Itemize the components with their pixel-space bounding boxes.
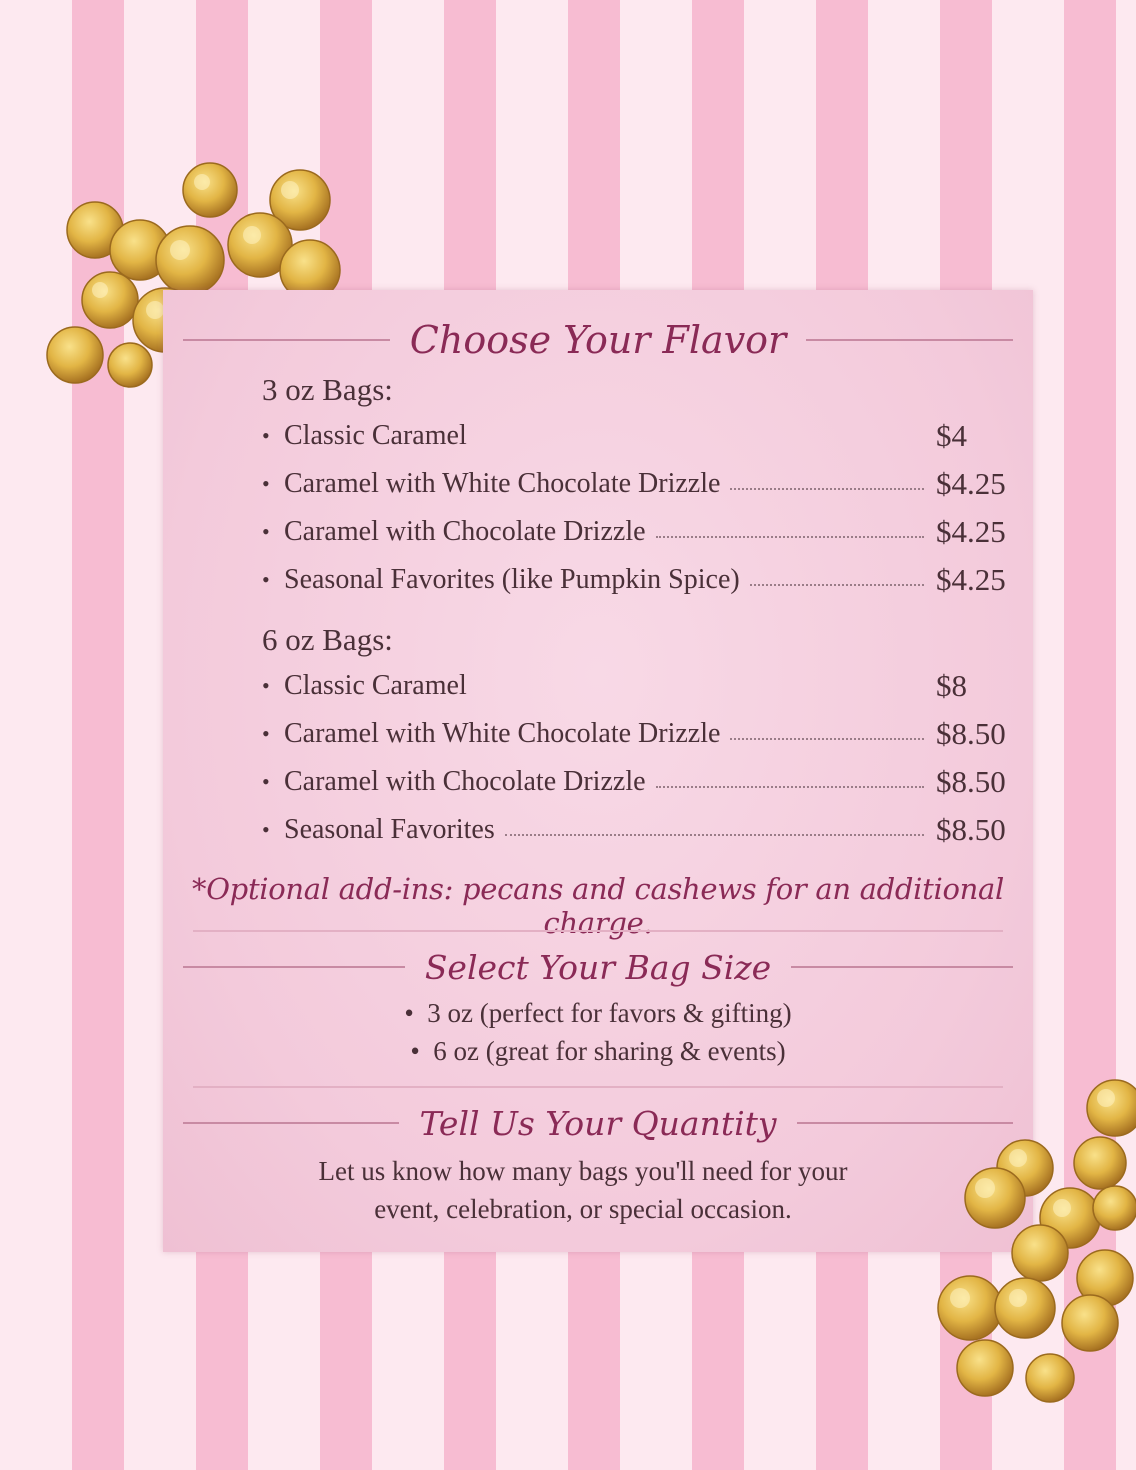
bag-size-label: 6 oz (great for sharing & events) bbox=[433, 1036, 786, 1066]
dot-leader bbox=[656, 786, 924, 788]
item-price: $8.50 bbox=[936, 764, 1006, 799]
size-section-header bbox=[163, 942, 1033, 992]
menu-item bbox=[262, 560, 1018, 600]
section-divider bbox=[193, 930, 1003, 932]
size-section-title: Select Your Bag Size bbox=[424, 947, 772, 987]
bullet: • bbox=[262, 423, 270, 448]
item-name: Caramel with Chocolate Drizzle bbox=[284, 766, 646, 797]
bag-size-option bbox=[163, 1032, 1033, 1070]
menu-item bbox=[262, 762, 1018, 802]
dot-leader bbox=[505, 834, 924, 836]
menu-item bbox=[262, 714, 1018, 754]
bullet: • bbox=[262, 673, 270, 698]
dot-leader bbox=[750, 584, 924, 586]
item-price: $4.25 bbox=[936, 562, 1006, 597]
menu-item bbox=[262, 416, 1018, 456]
header-rule bbox=[791, 966, 1013, 968]
bullet: • bbox=[262, 769, 270, 794]
dot-leader bbox=[730, 738, 924, 740]
quantity-text-line: event, celebration, or special occasion. bbox=[374, 1194, 792, 1224]
popcorn-cluster-bottom-image bbox=[930, 1078, 1136, 1408]
header-rule bbox=[806, 339, 1013, 341]
header-rule bbox=[183, 966, 405, 968]
header-rule bbox=[183, 339, 390, 341]
dot-leader bbox=[477, 690, 924, 692]
menu-item bbox=[262, 810, 1018, 850]
quantity-text-line: Let us know how many bags you'll need for your bbox=[318, 1156, 848, 1186]
quantity-description bbox=[163, 1152, 1003, 1228]
item-price: $4 bbox=[936, 418, 967, 453]
item-price: $8.50 bbox=[936, 716, 1006, 751]
item-price: $8.50 bbox=[936, 812, 1006, 847]
item-name: Seasonal Favorites (like Pumpkin Spice) bbox=[284, 564, 740, 595]
bullet: • bbox=[262, 817, 270, 842]
bullet: • bbox=[404, 998, 414, 1028]
item-name: Classic Caramel bbox=[284, 420, 467, 451]
bullet: • bbox=[262, 567, 270, 592]
header-rule bbox=[183, 1122, 399, 1124]
section-divider bbox=[193, 1086, 1003, 1088]
menu-item bbox=[262, 512, 1018, 552]
bullet: • bbox=[262, 519, 270, 544]
quantity-section-title: Tell Us Your Quantity bbox=[419, 1103, 777, 1143]
bag-size-list bbox=[163, 994, 1033, 1070]
menu-card bbox=[163, 290, 1033, 1252]
add-ins-note: *Optional add-ins: pecans and cashews for an additional charge. bbox=[192, 872, 1004, 940]
dot-leader bbox=[477, 440, 924, 442]
bag-size-label: 3 oz (perfect for favors & gifting) bbox=[427, 998, 792, 1028]
item-name: Caramel with White Chocolate Drizzle bbox=[284, 468, 721, 499]
item-name: Classic Caramel bbox=[284, 670, 467, 701]
item-name: Seasonal Favorites bbox=[284, 814, 495, 845]
item-price: $8 bbox=[936, 668, 967, 703]
item-name: Caramel with Chocolate Drizzle bbox=[284, 516, 646, 547]
flavor-section-header bbox=[163, 312, 1033, 368]
item-price: $4.25 bbox=[936, 466, 1006, 501]
quantity-section-header bbox=[163, 1098, 1033, 1148]
item-price: $4.25 bbox=[936, 514, 1006, 549]
item-name: Caramel with White Chocolate Drizzle bbox=[284, 718, 721, 749]
bag-size-option bbox=[163, 994, 1033, 1032]
dot-leader bbox=[656, 536, 924, 538]
menu-item bbox=[262, 464, 1018, 504]
bullet: • bbox=[262, 721, 270, 746]
menu-item bbox=[262, 666, 1018, 706]
bullet: • bbox=[262, 471, 270, 496]
group-title-3oz: 3 oz Bags: bbox=[262, 372, 393, 407]
bullet: • bbox=[410, 1036, 420, 1066]
flavor-section-title: Choose Your Flavor bbox=[409, 318, 787, 362]
group-title-6oz: 6 oz Bags: bbox=[262, 622, 393, 657]
dot-leader bbox=[730, 488, 924, 490]
